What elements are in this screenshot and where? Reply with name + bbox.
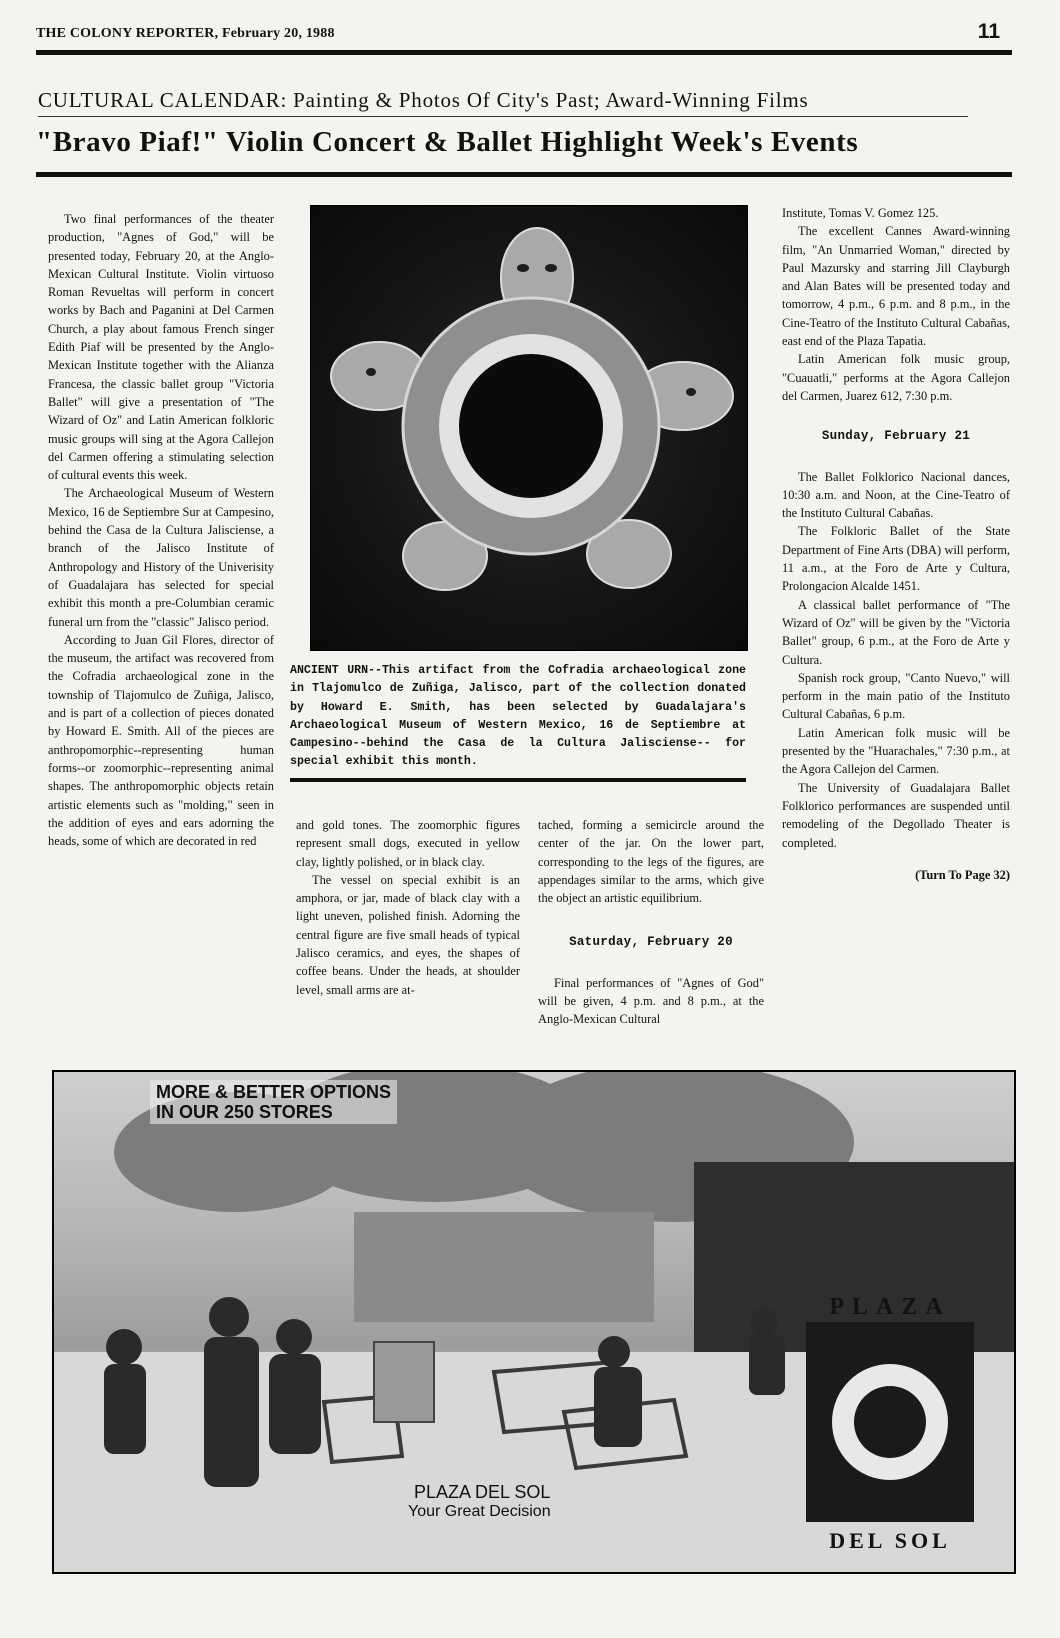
page-number: 11: [977, 20, 1000, 43]
article-paragraph: Institute, Tomas V. Gomez 125.: [782, 206, 939, 220]
article-paragraph: Final performances of "Agnes of God" will be given, 4 p.m. and 8 p.m., at the Anglo-Mexican Cultural: [538, 975, 764, 1027]
article-paragraph: The vessel on special exhibit is an amphora, or jar, made of black clay with a light uneven, polished finish. Adorning the central figure are five small heads of typical Jalisco ceramics, and eyes, the shapes of coffee beans. Under the heads, at shoulder level, small arms are at-: [296, 872, 520, 997]
article-column-1: [48, 210, 274, 850]
ad-banner-line-2: IN OUR 250 STORES: [156, 1102, 333, 1122]
ad-banner-line-1: MORE & BETTER OPTIONS: [156, 1082, 392, 1102]
dateline-saturday: Saturday, February 20: [569, 935, 733, 950]
article-column-4: [782, 204, 1010, 884]
section-kicker: CULTURAL CALENDAR: Painting & Photos Of City's Past; Award-Winning Films: [38, 88, 809, 112]
dateline-sunday: Sunday, February 21: [821, 429, 971, 444]
urn-photo: [310, 205, 748, 651]
masthead-rule: [36, 50, 1012, 55]
caption-rule: [290, 778, 746, 782]
article-paragraph: The Ballet Folklorico Nacional dances, 10:30 a.m. and Noon, at the Cine-Teatro of the Instituto Cultural Cabañas.: [782, 469, 1010, 521]
headline-rule: [36, 172, 1012, 177]
ad-tagline: [408, 1482, 551, 1521]
article-paragraph: tached, forming a semicircle around the center of the jar. On the lower part, corresponding to the legs of the figures, are appendages similar to the arms, which give the object an artistic equilibrium.: [538, 818, 764, 906]
tagline-store-name: PLAZA DEL SOL: [414, 1482, 551, 1502]
logo-bottom-text: DEL SOL: [829, 1528, 951, 1553]
article-paragraph: The Folkloric Ballet of the State Department of Fine Arts (DBA) will perform, 11 a.m., at the Foro de Arte y Cultura, Prolongacion Alcalde 1451.: [782, 524, 1010, 594]
article-column-2: [296, 816, 520, 999]
article-paragraph: Latin American folk music will be presented by the "Huarachales," 7:30 p.m., at the Agora Callejon del Carmen.: [782, 725, 1010, 777]
plaza-del-sol-ad: [52, 1070, 1016, 1574]
kicker-rule: [38, 116, 968, 117]
photo-caption: ANCIENT URN--This artifact from the Cofradia archaeological zone in Tlajomulco de Zuñiga, Jalisco, part of the collection donated by Howard E. Smith, has been selected by Guadalajara's Archaeological Museum of Western Mexico, 16 de Septiembre at Campesino--behind the Casa de la Cultura Jalisciense-- for special exhibit this month.: [290, 664, 746, 769]
article-paragraph: Two final performances of the theater production, "Agnes of God," will be presented today, February 20, at the Anglo-Mexican Cultural Institute. Violin virtuoso Roman Revueltas will perform in concert works by Bach and Paganini at Del Carmen Church, a play about famous French singer Edith Piaf will be presented by the Anglo-Mexican Institute together with the Alianza Francesa, the classic ballet group "Victoria Ballet" will give a presentation of "The Wizard of Oz" and Latin American folkloric music groups will sing at the Agora Callejon del Carmen offering a stimulating selection of cultural events this week.: [48, 212, 274, 483]
logo-top-text: PLAZA: [829, 1294, 951, 1320]
ad-banner: [150, 1080, 397, 1124]
article-paragraph: The excellent Cannes Award-winning film, "An Unmarried Woman," directed by Paul Mazursky and starring Jill Clayburgh and Alan Bates will be presented today and tomorrow, 4 p.m., 6 p.m. and 8 p.m., in the Cine-Teatro of the Instituto Cultural Cabañas, east end of the Plaza Tapatia.: [782, 224, 1010, 349]
article-paragraph: The University of Guadalajara Ballet Folklorico performances are suspended until remodeling of the Degollado Theater is completed.: [782, 780, 1010, 850]
article-paragraph: A classical ballet performance of "The Wizard of Oz" will be given by the "Victoria Ballet" group, 6 p.m., at the Foro de Arte y Cultura.: [782, 597, 1010, 667]
article-paragraph: and gold tones. The zoomorphic figures represent small dogs, executed in yellow clay, lightly polished, or in black clay.: [296, 818, 520, 869]
jump-line: (Turn To Page 32): [915, 867, 1010, 882]
article-paragraph: The Archaeological Museum of Western Mexico, 16 de Septiembre Sur at Campesino, behind the Casa de la Cultura Jalisciense, a branch of the Jalisco Institute of Anthropology and History of the Univerisity of Guadalajara has selected for special exhibit this month a pre-Columbian ceramic funeral urn from the "classic" Jalisco period.: [48, 486, 274, 629]
article-paragraph: Latin American folk music group, "Cuauatli," performs at the Agora Callejon del Carmen, Juarez 612, 7:30 p.m.: [782, 352, 1010, 403]
article-paragraph: Spanish rock group, "Canto Nuevo," will perform in the main patio of the Instituto Cultural Cabañas, 6 p.m.: [782, 670, 1010, 722]
publication-masthead: THE COLONY REPORTER, February 20, 1988: [36, 26, 335, 41]
headline: "Bravo Piaf!" Violin Concert & Ballet Highlight Week's Events: [36, 126, 859, 158]
article-column-3: [538, 816, 764, 1029]
tagline-slogan: Your Great Decision: [408, 1503, 551, 1520]
article-paragraph: According to Juan Gil Flores, director of the museum, the artifact was recovered from the Cofradia archaeological zone in the township of Tlajomulco de Zuñiga, Jalisco, and is part of a collection of pieces donated by Howard E. Smith. All of the pieces are anthropomorphic--representing human forms--or zoomorphic--representing animal shapes. The anthropomorphic objects retain artistic elements such as "molding," seen in the addition of eyes and ears adorning the heads, some of which are decorated in red: [48, 632, 274, 849]
urn-illustration: [311, 206, 747, 650]
